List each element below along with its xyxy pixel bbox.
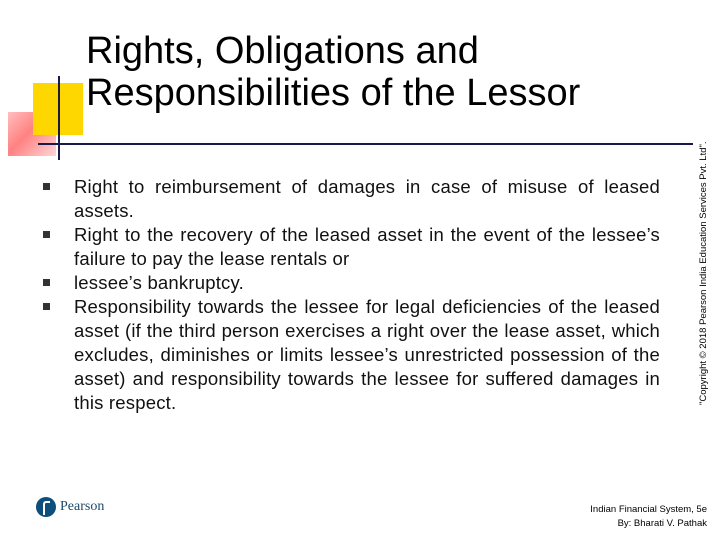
pearson-logo-icon [36, 497, 56, 517]
bullet-text: Right to reimbursement of damages in case of misuse of leased assets. [74, 176, 660, 221]
square-bullet-icon [43, 303, 50, 310]
decorative-vertical-rule [58, 76, 60, 160]
bullet-item-bankruptcy [40, 271, 660, 295]
bullet-item-recovery [40, 223, 660, 271]
pearson-logo-text: Pearson [60, 499, 105, 514]
title-underline-rule [38, 143, 693, 145]
bullet-list [40, 175, 660, 415]
slide-title-line-1: Rights, Obligations and [86, 30, 479, 72]
bullet-text: Responsibility towards the lessee for legal deficiencies of the leased asset (if the third person exercises a right over the lease asset, which excludes, diminishes or limits lessee’s unrestricted possession of the asset) and responsibility towards the lessee for suffered damages in this respect. [74, 296, 660, 413]
footer-citation [590, 503, 707, 531]
pearson-logo [36, 497, 104, 517]
bullet-text: Right to the recovery of the leased asset in the event of the lessee’s failure to pay the lease rentals or [74, 224, 660, 269]
square-bullet-icon [43, 231, 50, 238]
slide-title-line-2: Responsibilities of the Lessor [86, 72, 581, 114]
square-bullet-icon [43, 279, 50, 286]
bullet-text: lessee’s bankruptcy. [74, 272, 244, 293]
footer-book-title: Indian Financial System, 5e [590, 504, 707, 515]
footer-author: By: Bharati V. Pathak [617, 518, 707, 529]
bullet-item-reimbursement [40, 175, 660, 223]
slide-title [86, 30, 580, 114]
copyright-notice: "Copyright © 2018 Pearson India Education Services Pvt. Ltd". [698, 141, 709, 405]
bullet-item-responsibility [40, 295, 660, 415]
square-bullet-icon [43, 183, 50, 190]
